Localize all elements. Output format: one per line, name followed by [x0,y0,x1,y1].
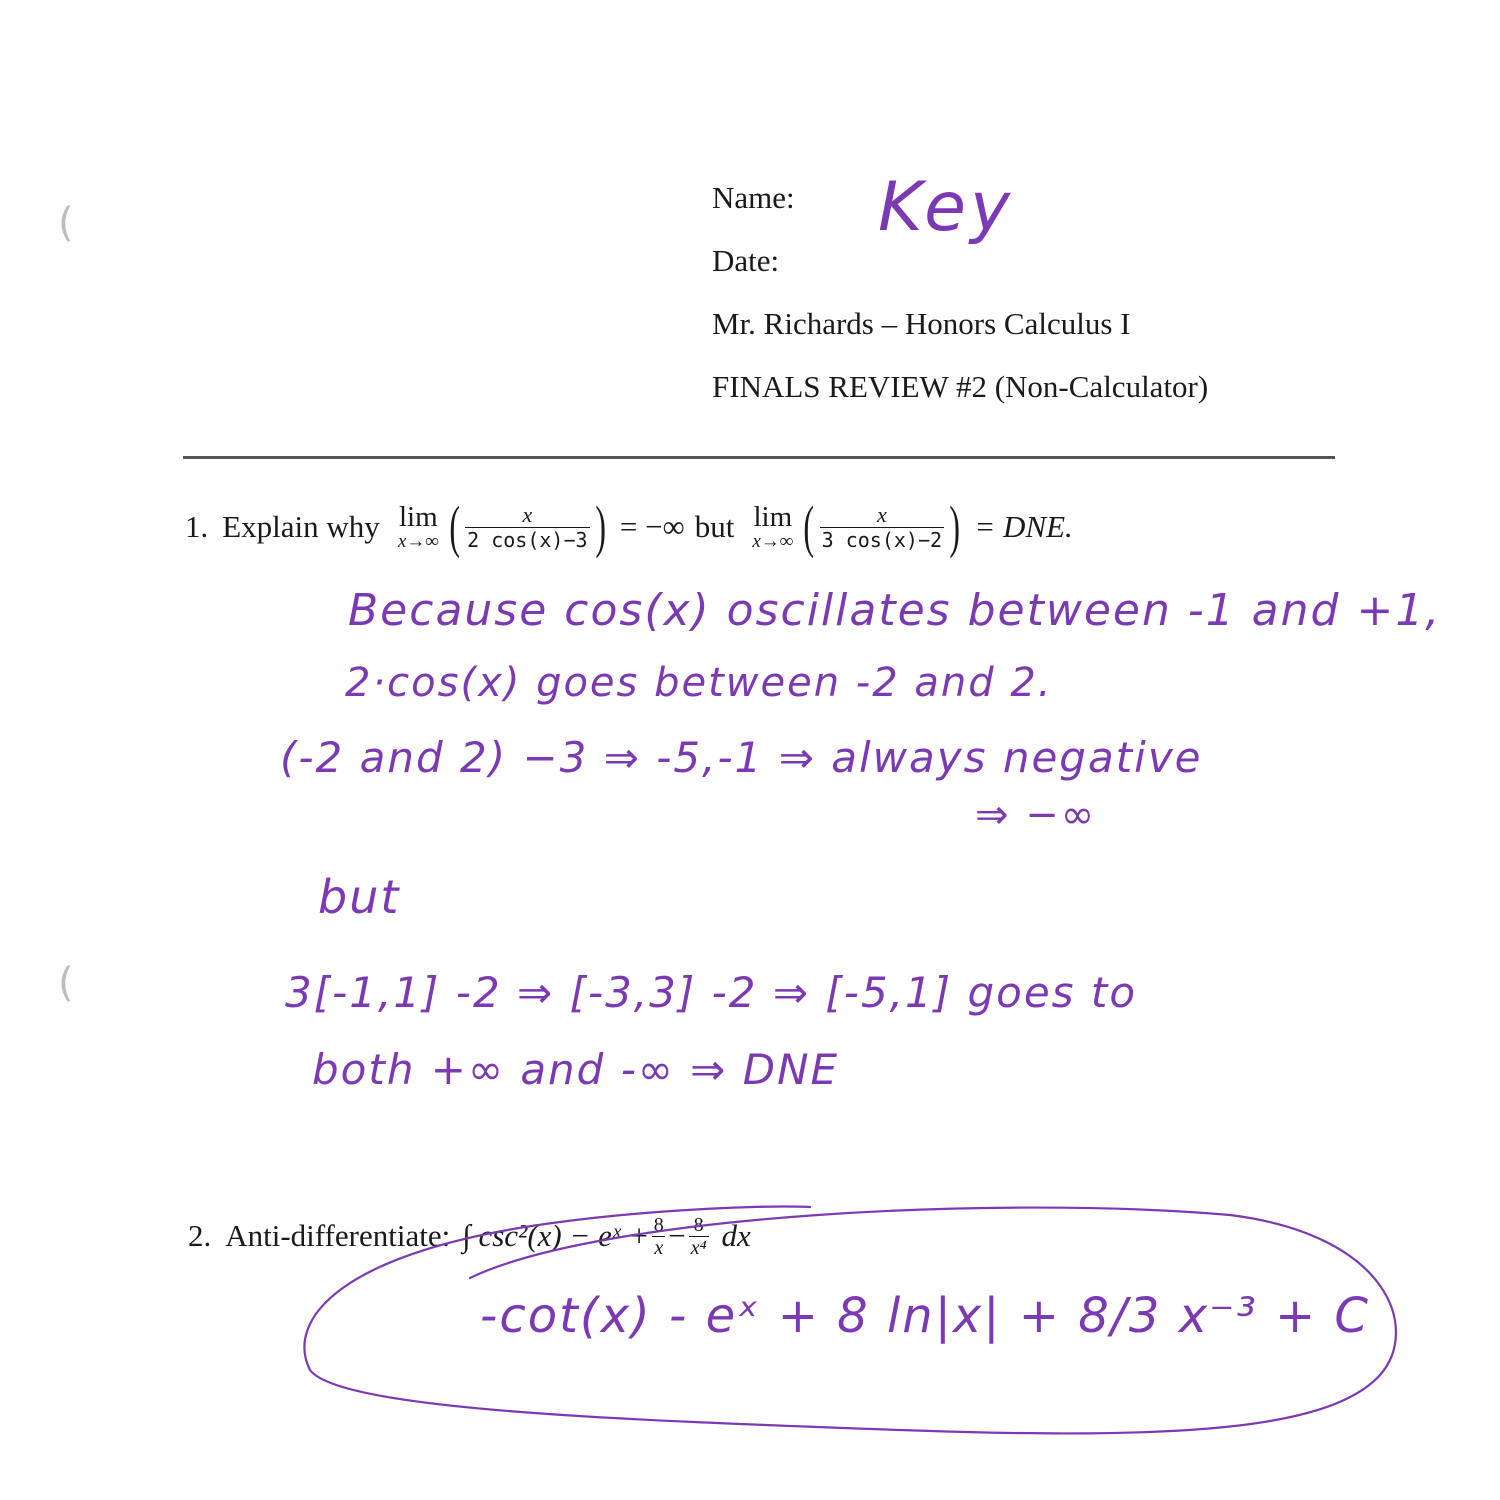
fraction-denominator: x⁴ [690,1236,707,1259]
course-title: Mr. Richards – Honors Calculus I [712,306,1131,341]
answer-1-line-5: but [318,870,401,924]
integrand: ∫ csc²(x) − eˣ + [462,1218,650,1253]
question-number: 1. [185,509,209,544]
lim-word: lim [398,501,438,533]
fraction-8-over-x [652,1214,665,1259]
close-paren: ) [594,494,606,559]
fraction-numerator: x [876,501,887,527]
lim-subscript: x→∞ [397,531,439,552]
answer-2: -cot(x) - eˣ + 8 ln|x| + 8/3 x⁻³ + C [480,1288,1370,1344]
answer-1-line-1: Because cos(x) oscillates between -1 and +1, [348,585,1442,636]
open-paren: ( [449,494,460,559]
header-divider [183,456,1335,459]
question-1 [185,495,1083,559]
fraction-denominator: 3 cos(x)−2 [821,527,943,552]
answer-1-line-7: both +∞ and -∞ ⇒ DNE [312,1045,840,1094]
fraction-2 [820,503,944,552]
limit-operator [752,502,793,552]
margin-mark: ( [58,200,74,246]
answer-1-line-6: 3[-1,1] -2 ⇒ [-3,3] -2 ⇒ [-5,1] goes to [285,968,1138,1017]
answer-1-line-2: 2·cos(x) goes between -2 and 2. [345,660,1053,706]
differential: dx [721,1218,751,1253]
fraction-denominator: x [654,1236,664,1259]
date-label: Date: [712,243,780,278]
question-2 [188,1208,751,1264]
fraction-denominator: 2 cos(x)−3 [467,527,588,552]
limit-operator [398,502,439,552]
margin-mark: ( [58,960,74,1006]
answer-1-line-3: (-2 and 2) −3 ⇒ -5,-1 ⇒ always negative [280,733,1203,782]
fraction-1 [465,503,589,552]
fraction-numerator: 8 [693,1213,704,1236]
connector-text: but [694,509,735,544]
close-paren: ) [949,494,961,559]
minus-sign: − [668,1218,686,1253]
worksheet-title: FINALS REVIEW #2 (Non-Calculator) [712,369,1209,404]
handwritten-name: Key [878,168,1015,247]
fraction-numerator: 8 [653,1213,664,1236]
lim-word: lim [753,501,793,533]
answer-1-line-4: ⇒ −∞ [975,792,1097,838]
result-2: = DNE. [974,509,1073,544]
result-1: = −∞ [619,509,685,544]
name-label: Name: [712,180,795,215]
fraction-numerator: x [522,501,533,527]
question-prompt: Anti-differentiate: [225,1218,451,1253]
lim-subscript: x→∞ [752,531,794,552]
fraction-8-over-x4 [689,1214,709,1259]
question-number: 2. [188,1218,212,1253]
open-paren: ( [803,494,815,559]
question-prompt: Explain why [222,509,380,544]
